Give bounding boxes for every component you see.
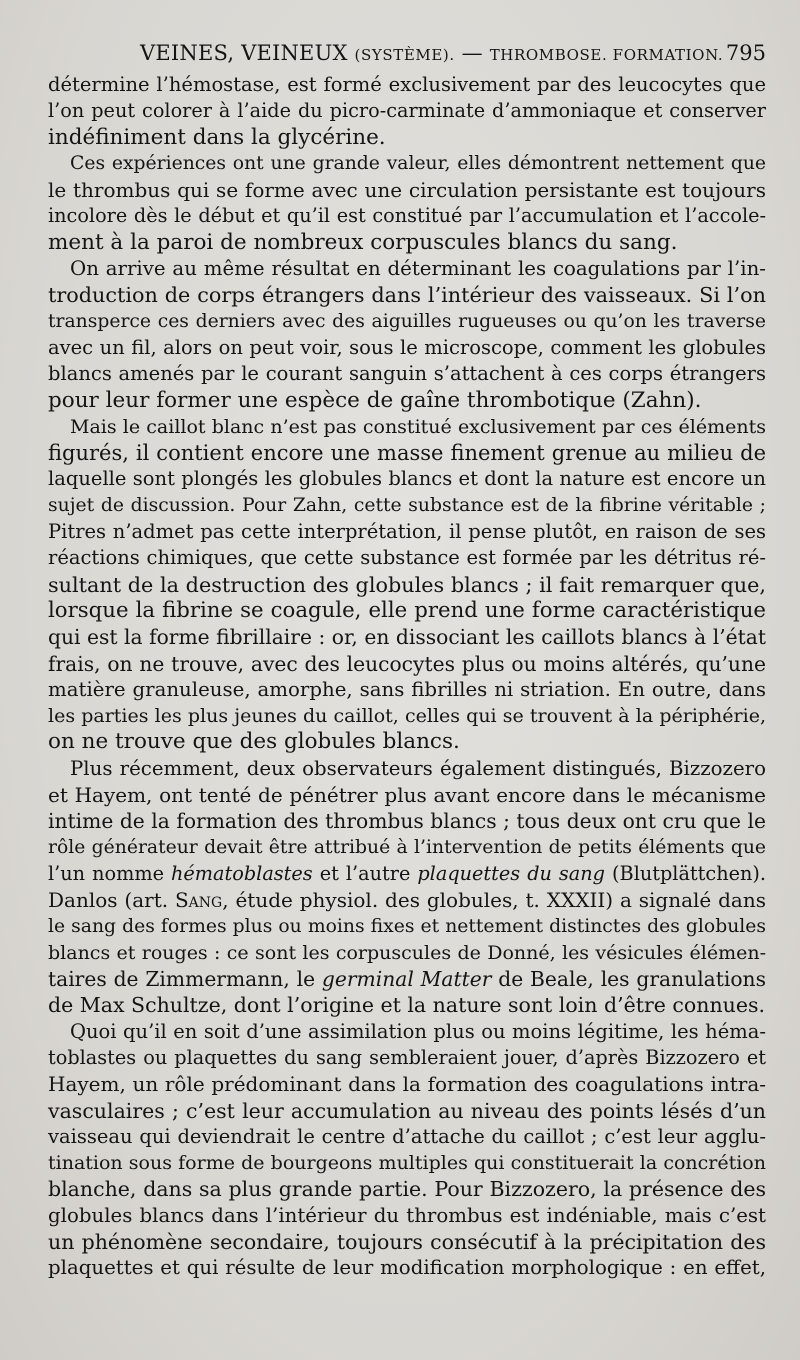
text-line: le thrombus qui se forme avec une circulation persistante est toujours (48, 178, 766, 203)
text-line: pour leur former une espèce de gaîne thrombotique (Zahn). (48, 387, 702, 413)
running-title (140, 38, 723, 70)
text-line: taires de Zimmermann, le germinal Matter de Beale, les granulations (48, 967, 766, 992)
running-title-paren: (SYSTÈME). (354, 46, 455, 64)
text-line: toblastes ou plaquettes du sang sembleraient jouer, d’après Bizzozero et (48, 1045, 766, 1069)
text-line: Plus récemment, deux observateurs également distingués, Bizzozero (70, 756, 766, 780)
text-line: un phénomène secondaire, toujours consécutif à la précipitation des (48, 1230, 766, 1255)
running-title-section: THROMBOSE. FORMATION. (489, 46, 724, 64)
small-caps-term: Sang (174, 888, 223, 913)
text-line: On arrive au même résultat en déterminant les coagulations par l’in- (70, 257, 766, 281)
running-title-main: VEINES, VEINEUX (140, 41, 348, 65)
text-line: vaisseau qui deviendrait le centre d’attache du caillot ; c’est leur agglu- (48, 1124, 766, 1148)
text-line: plaquettes et qui résulte de leur modification morphologique : en effet, (48, 1256, 766, 1280)
page-number: 795 (725, 41, 766, 65)
text-line: blancs amenés par le courant sanguin s’attachent à ces corps étrangers (48, 362, 766, 386)
text-line: lorsque la fibrine se coagule, elle prend une forme caractéristique (48, 597, 766, 623)
text-line: blanche, dans sa plus grande partie. Pour Bizzozero, la présence des (48, 1177, 766, 1202)
text-line: Danlos (art. Sang, étude physiol. des globules, t. XXXII) a signalé dans (48, 888, 767, 913)
text-line: Pitres n’admet pas cette interprétation, il pense plutôt, en raison de ses (48, 520, 766, 544)
text-line: blancs et rouges : ce sont les corpuscules de Donné, les vésicules élémen- (48, 941, 766, 964)
text-line: rôle générateur devait être attribué à l’intervention de petits éléments que (48, 836, 766, 858)
text-line: indéfiniment dans la glycérine. (48, 124, 386, 150)
italic-term: germinal Matter (321, 967, 492, 992)
body-text (48, 72, 766, 1282)
text-line: détermine l’hémostase, est formé exclusivement par des leucocytes que (48, 73, 766, 96)
running-head (48, 38, 766, 68)
text-line: Hayem, un rôle prédominant dans la formation des coagulations intra- (48, 1072, 766, 1097)
text-line: les parties les plus jeunes du caillot, celles qui se trouvent à la périphérie, (48, 705, 766, 728)
text-line: tination sous forme de bourgeons multiples qui constituerait la concrétion (48, 1152, 766, 1175)
text-line: frais, on ne trouve, avec des leucocytes plus ou moins altérés, qu’une (48, 651, 766, 676)
text-line: incolore dès le début et qu’il est constitué par l’accumulation et l’accole- (48, 204, 766, 228)
text-line: qui est la forme fibrillaire : or, en dissociant les caillots blancs à l’état (48, 625, 766, 650)
text-line: l’on peut colorer à l’aide du picro-carminate d’ammoniaque et conserver (48, 99, 766, 123)
text-line: matière granuleuse, amorphe, sans fibrilles ni striation. En outre, dans (48, 677, 766, 701)
text-line: réactions chimiques, que cette substance est formée par les détritus ré- (48, 546, 766, 570)
italic-term: hématoblastes (171, 861, 313, 885)
text-line: ment à la paroi de nombreux corpuscules blancs du sang. (48, 229, 678, 255)
text-line: l’un nomme hématoblastes et l’autre plaquettes du sang (Blutplättchen). (48, 861, 767, 885)
text-line: Mais le caillot blanc n’est pas constitué exclusivement par ces éléments (70, 415, 766, 438)
text-line: vasculaires ; c’est leur accumulation au niveau des points lésés d’un (48, 1098, 766, 1123)
text-line: globules blancs dans l’intérieur du thrombus est indéniable, mais c’est (48, 1203, 766, 1227)
text-line: on ne trouve que des globules blancs. (48, 729, 460, 755)
text-line: figurés, il contient encore une masse finement grenue au milieu de (48, 441, 766, 466)
text-line: intime de la formation des thrombus blancs ; tous deux ont cru que le (48, 809, 766, 834)
text-line: Quoi qu’il en soit d’une assimilation plus ou moins légitime, les héma- (70, 1019, 766, 1043)
text-line: de Max Schultze, dont l’origine et la nature sont loin d’être connues. (48, 993, 766, 1018)
italic-term: plaquettes du sang (417, 861, 606, 885)
text-line: laquelle sont plongés les globules blancs et dont la nature est encore un (48, 467, 766, 491)
text-line: avec un fil, alors on peut voir, sous le microscope, comment les globules (48, 335, 766, 359)
text-line: sultant de la destruction des globules blancs ; il fait remarquer que, (48, 572, 766, 597)
text-line: troduction de corps étrangers dans l’intérieur des vaisseaux. Si l’on (48, 283, 766, 308)
text-line: le sang des formes plus ou moins fixes et nettement distinctes des globules (48, 915, 766, 937)
text-line: transperce ces derniers avec des aiguilles rugueuses ou qu’on les traverse (48, 310, 766, 332)
text-line: Ces expériences ont une grande valeur, elles démontrent nettement que (70, 152, 766, 174)
text-line: et Hayem, ont tenté de pénétrer plus avant encore dans le mécanisme (48, 783, 766, 808)
running-title-dash: — (454, 41, 490, 65)
text-line: sujet de discussion. Pour Zahn, cette substance est de la fibrine véritable ; (48, 494, 766, 516)
